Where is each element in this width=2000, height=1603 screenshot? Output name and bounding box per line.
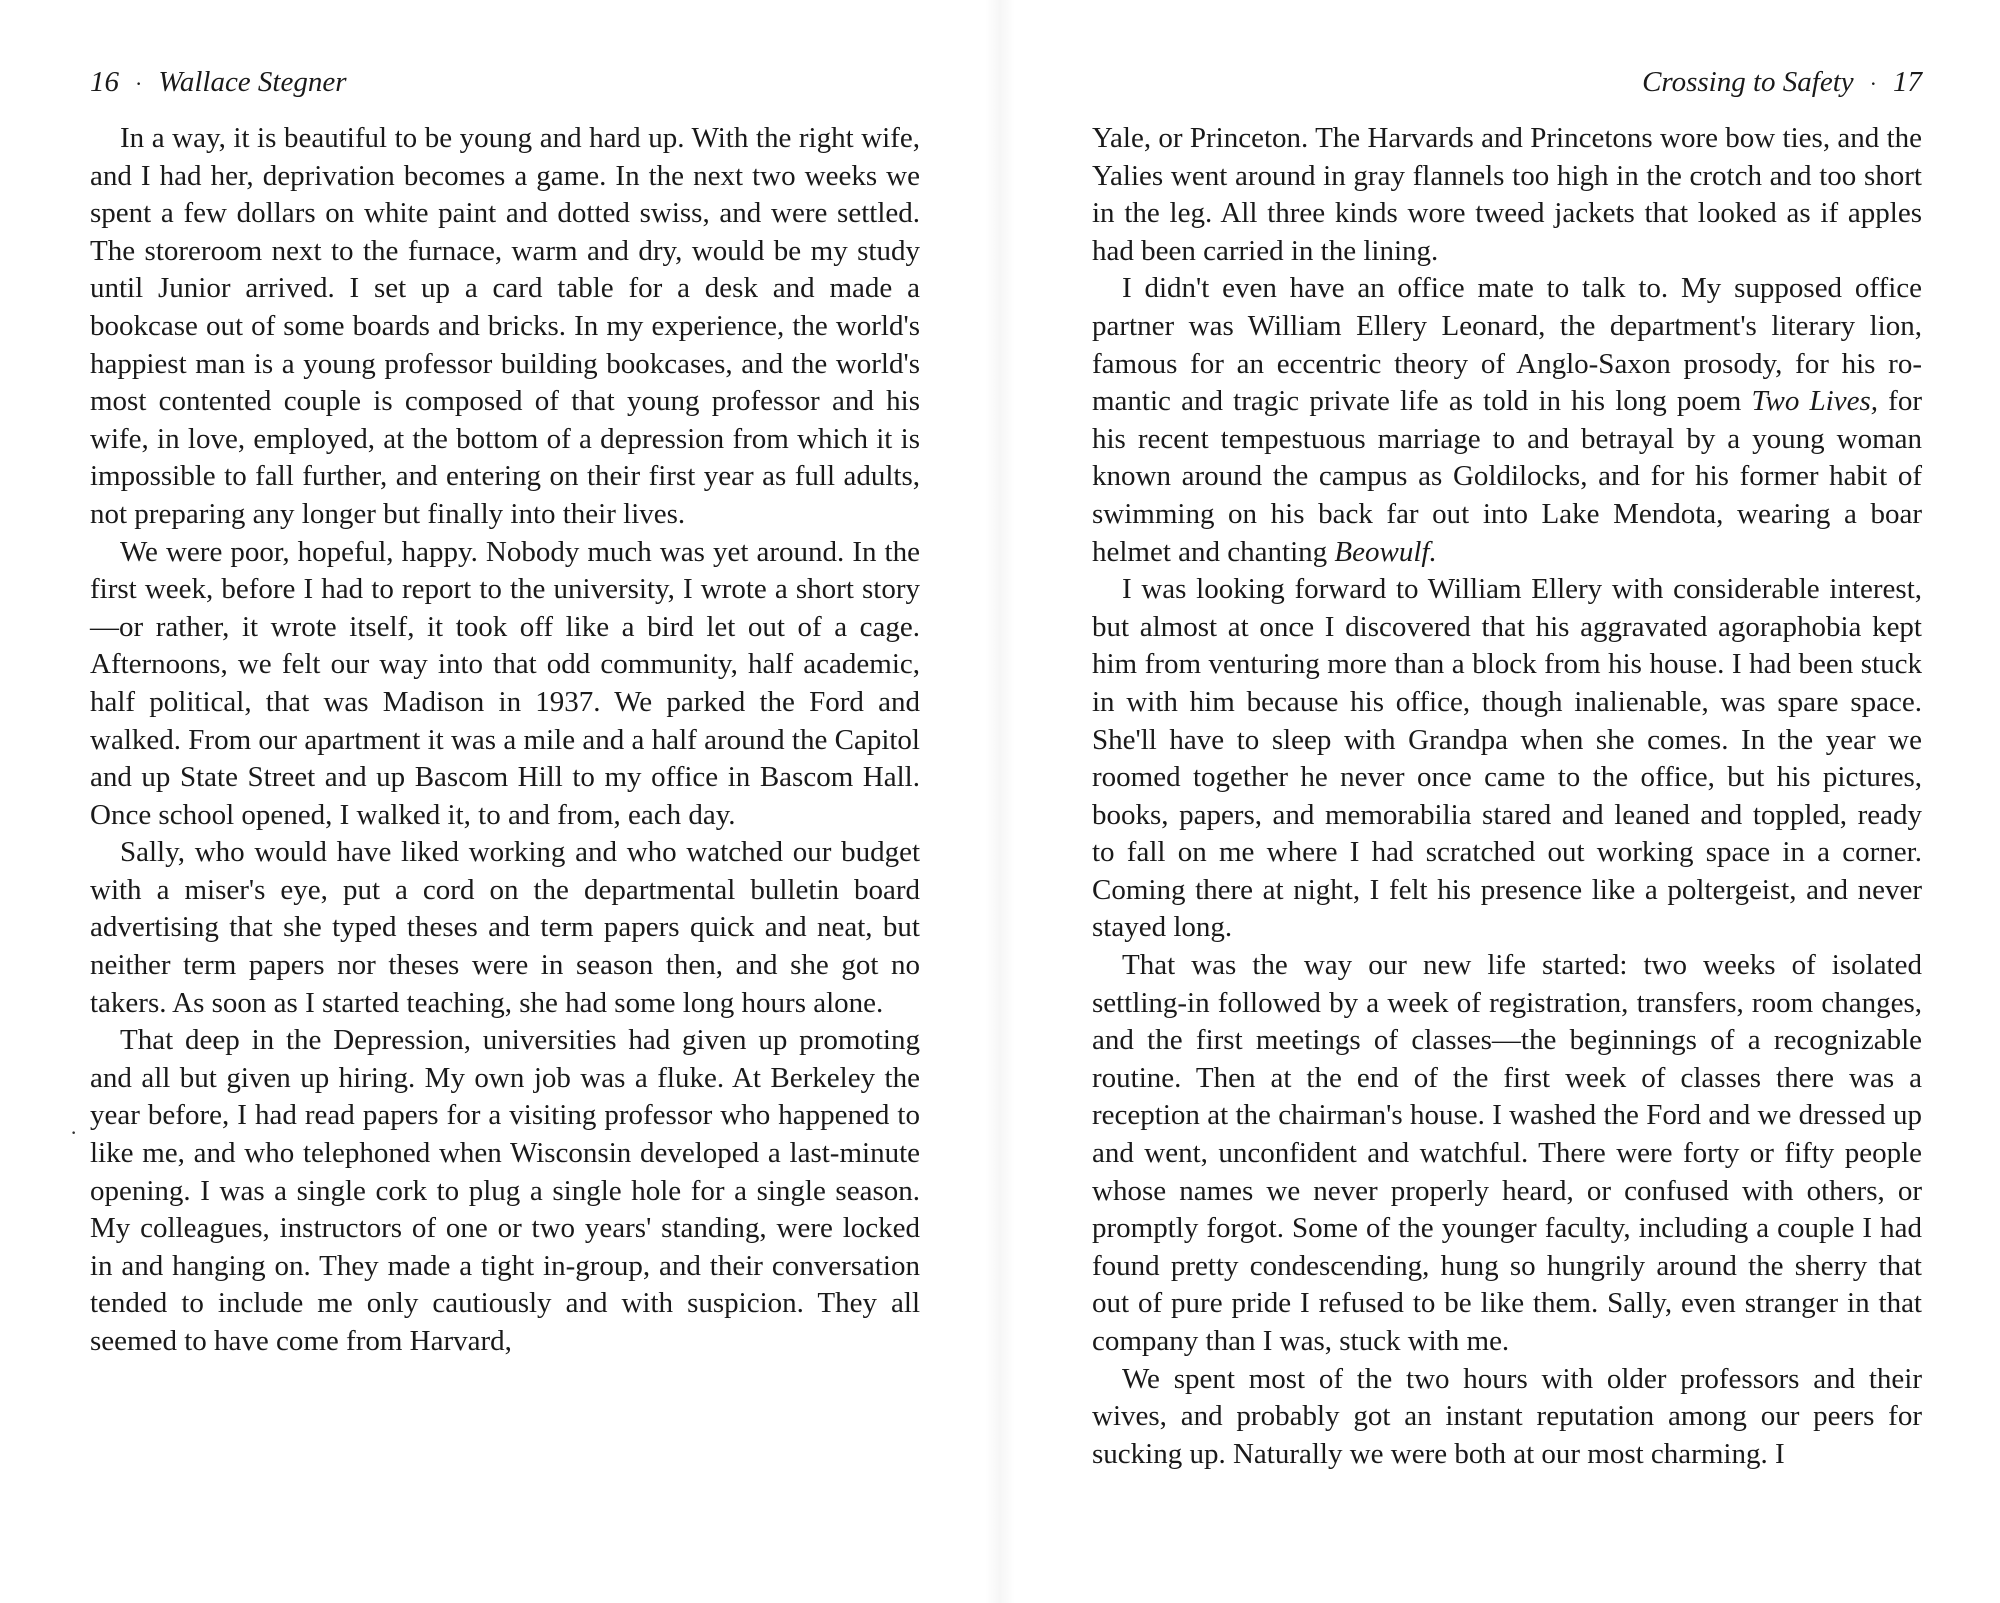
right-page-number: 17	[1893, 66, 1922, 98]
stray-mark: ·	[70, 1120, 78, 1145]
left-body-text	[90, 120, 920, 1361]
left-author-title: Wallace Stegner	[158, 66, 347, 98]
paragraph: We spent most of the two hours with older professors and their wives, and probably got an instant reputation among our peers for sucking up. Naturally we were both at our most charming. I	[1092, 1362, 1922, 1470]
right-body-text	[1092, 120, 1922, 1473]
left-page-number: 16	[90, 66, 119, 98]
italic-title: Beowulf.	[1334, 535, 1437, 568]
paragraph: Yale, or Princeton. The Harvards and Princetons wore bow ties, and the Yalies went around in gray flannels too high in the crotch and too short in the leg. All three kinds wore tweed jackets that looked as if apples had been carried in the lining.	[1092, 122, 1922, 267]
paragraph: That deep in the Depression, universities had given up promoting and all but given up hiring. My own job was a fluke. At Berkeley the year before, I had read papers for a visiting professor who happened to like me, and who telephoned when Wisconsin developed a last-minute opening. I was a single cork to plug a single hole for a single season. My colleagues, instructors of one or two years' standing, were locked in and hanging on. They made a tight in-group, and their conversation tended to include me only cautiously and with suspicion. They all seemed to have come from Harvard,	[90, 1024, 920, 1357]
book-gutter	[985, 0, 1015, 1603]
paragraph: I was looking forward to William Ellery with considerable interest, but almost at once I discovered that his aggravated agoraphobia kept him from venturing more than a block from his house. I had been stuck in with him because his office, though inalienable, was spare space. She'll have to sleep with Grandpa when she comes. In the year we roomed together he never once came to the office, but his pictures, books, papers, and memorabilia stared and leaned and toppled, ready to fall on me where I had scratched out working space in a corner. Coming there at night, I felt his presence like a poltergeist, and never stayed long.	[1092, 573, 1922, 944]
left-running-head	[90, 66, 920, 106]
right-book-title: Crossing to Safety	[1642, 66, 1854, 98]
left-page	[90, 0, 920, 1603]
right-page	[1092, 0, 1922, 1603]
paragraph	[1092, 270, 1922, 571]
left-head-separator: ·	[135, 71, 143, 96]
text-run: I didn't even have an office mate to talk to. My supposed office partner was William Ellery Leonard, the department's literary lion, famous for an eccentric theory of Anglo-Saxon prosody, for his romantic and tragic private life as told in his long poem	[1092, 272, 1922, 418]
italic-title: Two Lives,	[1751, 385, 1878, 418]
paragraph: In a way, it is beautiful to be young and hard up. With the right wife, and I had her, deprivation becomes a game. In the next two weeks we spent a few dollars on white paint and dotted swiss, and were settled. The storeroom next to the furnace, warm and dry, would be my study until Junior arrived. I set up a card table for a desk and made a bookcase out of some boards and bricks. In my experience, the world's happiest man is a young professor building bookcases, and the world's most contented couple is composed of that young professor and his wife, in love, employed, at the bottom of a depression from which it is impossible to fall further, and entering on their first year as full adults, not preparing any longer but finally into their lives.	[90, 122, 920, 530]
right-head-separator: ·	[1869, 71, 1877, 96]
paragraph: That was the way our new life started: two weeks of isolated settling-in followed by a week of registration, transfers, room changes, and the first meetings of classes—the beginnings of a recognizable routine. Then at the end of the first week of classes there was a reception at the chairman's house. I washed the Ford and we dressed up and went, unconfident and watchful. There were forty or fifty people whose names we never properly heard, or confused with others, or promptly forgot. Some of the younger faculty, including a couple I had found pretty condescending, hung so hungrily around the sherry that out of pure pride I refused to be like them. Sally, even stranger in that company than I was, stuck with me.	[1092, 949, 1922, 1357]
paragraph: We were poor, hopeful, happy. Nobody much was yet around. In the first week, before I had to report to the university, I wrote a short story—or rather, it wrote itself, it took off like a bird let out of a cage. Afternoons, we felt our way into that odd community, half academic, half political, that was Madison in 1937. We parked the Ford and walked. From our apartment it was a mile and a half around the Capitol and up State Street and up Bascom Hill to my office in Bascom Hall. Once school opened, I walked it, to and from, each day.	[90, 535, 920, 831]
right-running-head	[1092, 66, 1922, 106]
paragraph: Sally, who would have liked working and who watched our budget with a miser's eye, put a cord on the departmental bulletin board advertising that she typed theses and term papers quick and neat, but neither term papers nor theses were in season then, and she got no takers. As soon as I started teaching, she had some long hours alone.	[90, 836, 920, 1019]
text-run: for his recent tempestuous marriage to and betrayal by a young woman known around the campus as Goldilocks, and for his former habit of swimming on his back far out into Lake Mendota, wearing a boar helmet and chanting	[1092, 385, 1922, 568]
